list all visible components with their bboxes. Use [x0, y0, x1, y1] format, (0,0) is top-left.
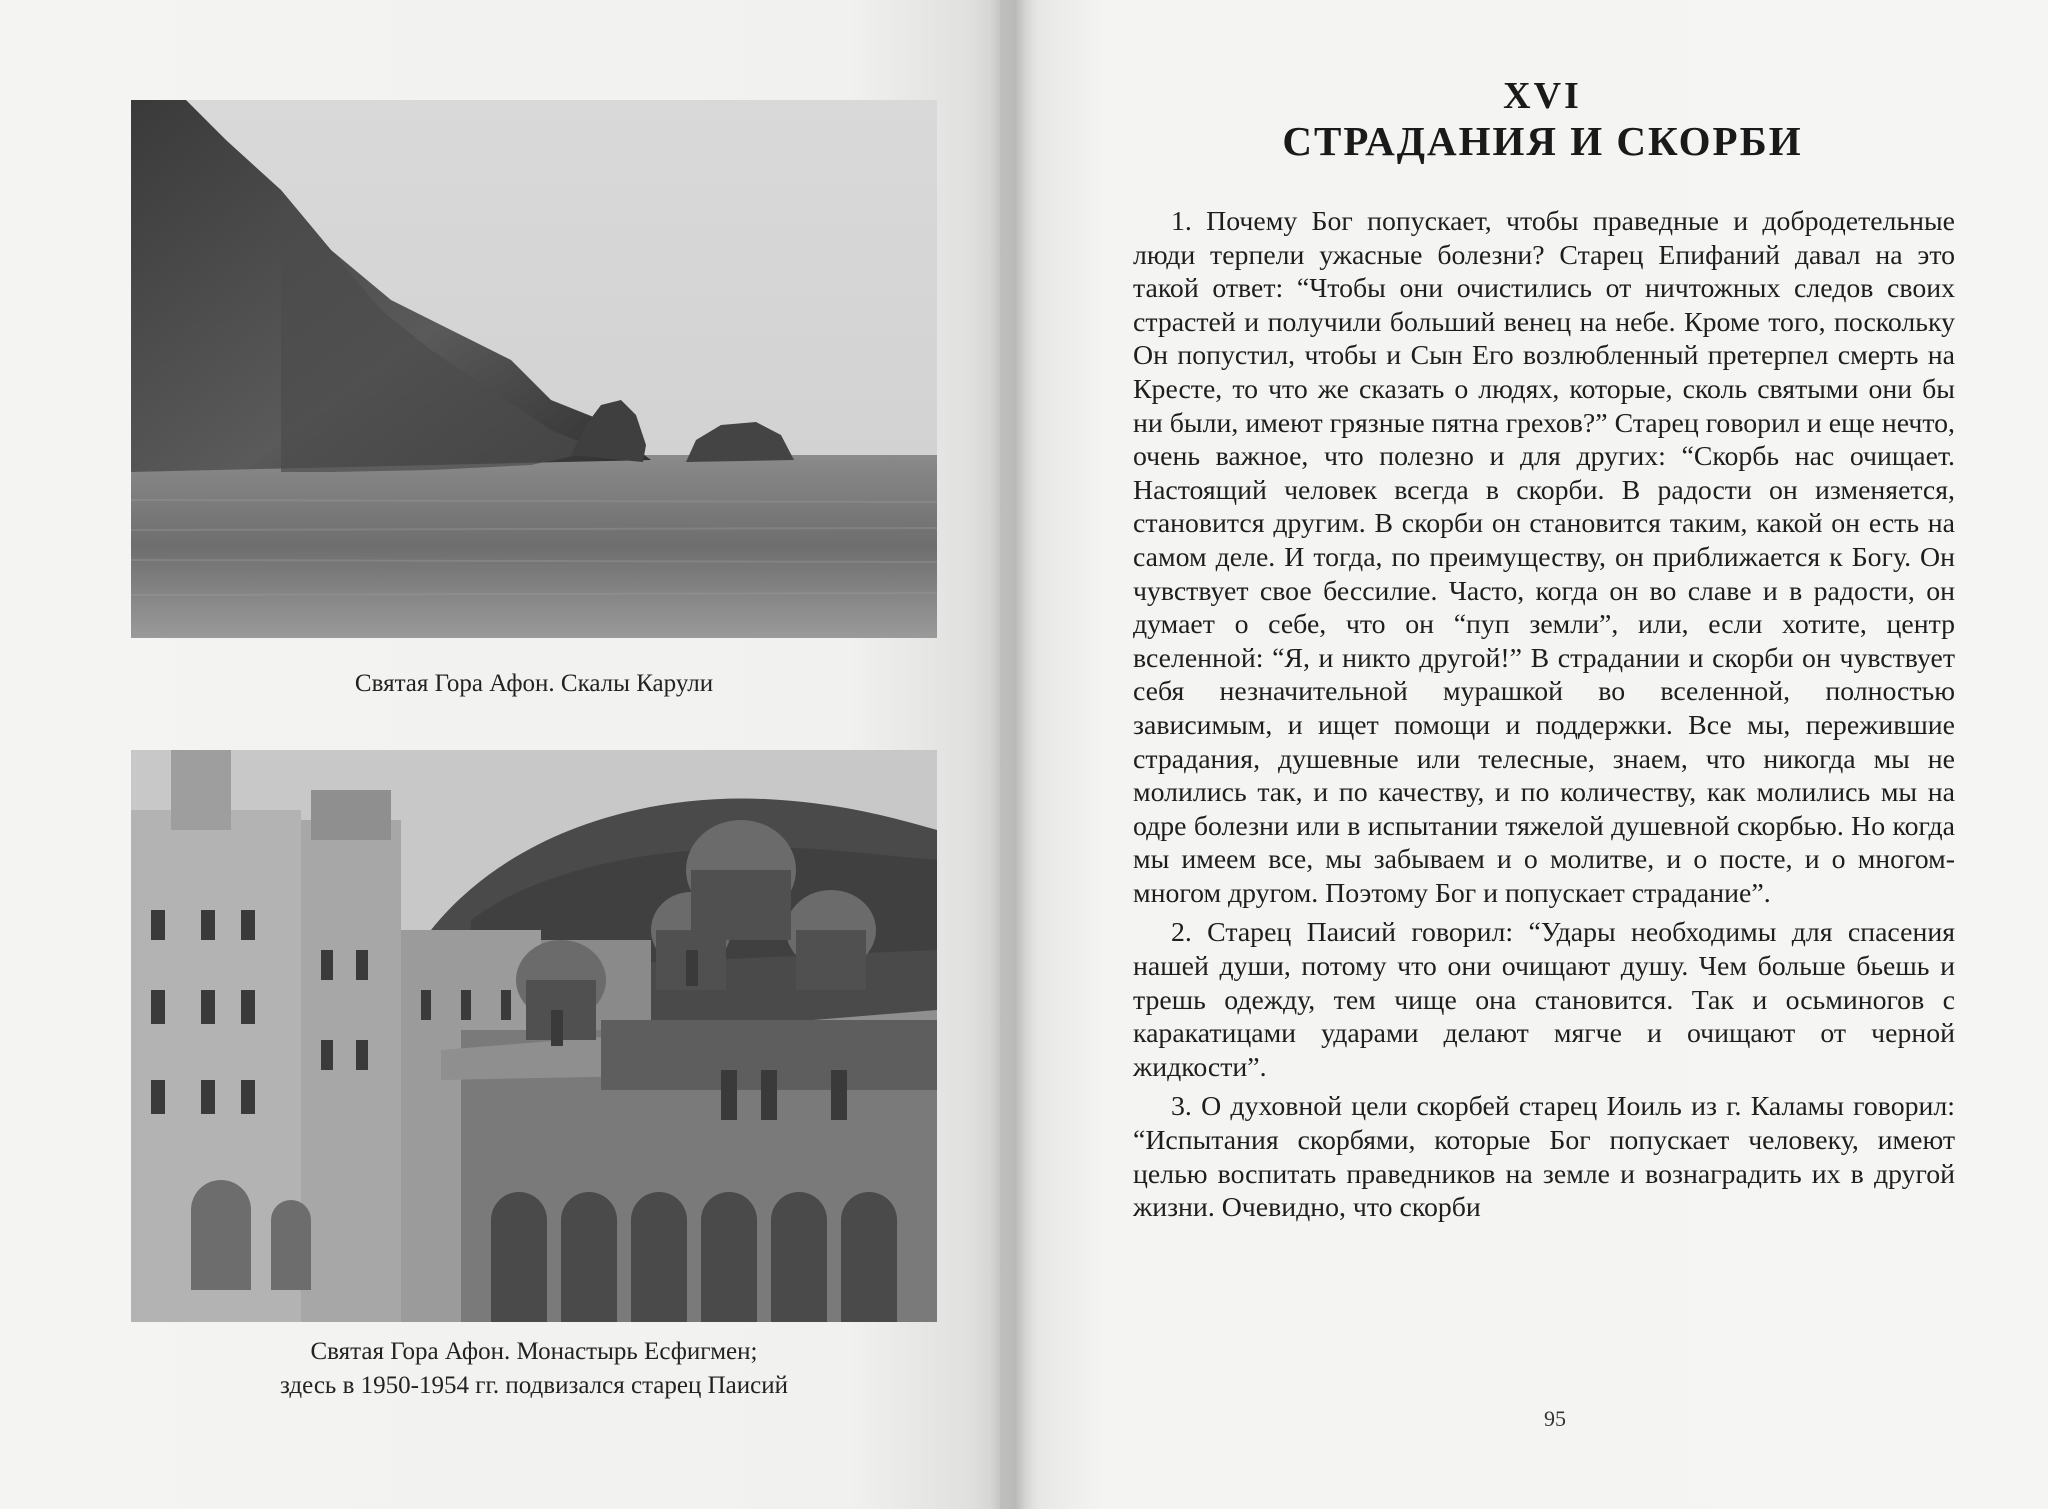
chapter-number: XVI	[1503, 75, 1582, 117]
book-gutter-shadow	[990, 0, 1040, 1509]
paragraph-2: 2. Старец Паисий говорил: “Удары необходимы для спасения нашей души, потому что они очищают душу. Чем больше бьешь и трешь одежду, тем чище она становится. Так и осьминогов с каракатицами ударами делают мягче и очищают от черной жидкости”.	[1133, 917, 1955, 1083]
paragraph-1: 1. Почему Бог попускает, чтобы праведные и добродетельные люди терпели ужасные болезни? Старец Епифаний давал на это такой ответ: “Чтобы они очистились от ничтожных следов своих страстей и получили больший венец на небе. Кроме того, поскольку Он попустил, чтобы и Сын Его возлюбленный претерпел смерть на Кресте, то что же сказать о людях, которые, сколь святыми они бы ни были, имеют грязные пятна грехов?” Старец говорил и еще нечто, очень важное, что полезно и для других: “Скорбь нас очищает. Настоящий человек всегда в скорби. В радости он изменяется, становится другим. В скорби он становится таким, какой он есть на самом деле. И тогда, по преимуществу, он приближается к Богу. Он чувствует свое бессилие. Часто, когда он во славе и в радости, он думает о себе, что он “пуп земли”, или, если хотите, центр вселенной: “Я, и никто другой!” В страдании и скорби он чувствует себя незначительной мурашкой во вселенной, полностью зависимым, и ищет помощи и поддержки. Все мы, пережившие страдания, душевные или телесные, знаем, что никогда мы не молились так, и по качеству, и по количеству, как молились мы на одре болезни или в испытании тяжелой душевной скорбью. Но когда мы имеем все, мы забываем и о молитве, и о посте, и о многом-многом другом. Поэтому Бог и попускает страдание”.	[1133, 206, 1955, 909]
chapter-body	[1133, 205, 1955, 1231]
paragraph-3: 3. О духовной цели скорбей старец Иоиль из г. Каламы говорил: “Испытания скорбями, которые Бог попускает человеку, имеют целью воспитать праведников на земле и вознаградить их в другой жизни. Очевидно, что скорби	[1133, 1091, 1955, 1224]
photo-esphigmenou-monastery	[131, 750, 937, 1322]
photo1-caption: Святая Гора Афон. Скалы Карули	[354, 670, 714, 697]
chapter-title: СТРАДАНИЯ И СКОРБИ	[1282, 118, 1803, 164]
photo2-caption-line2: здесь в 1950-1954 гг. подвизался старец Паисий	[279, 1372, 789, 1399]
photo-karuli-cliffs	[131, 100, 937, 638]
page-number: 95	[1544, 1406, 1566, 1431]
photo2-caption	[131, 1335, 937, 1403]
photo2-caption-line1: Святая Гора Афон. Монастырь Есфигмен;	[310, 1338, 758, 1365]
